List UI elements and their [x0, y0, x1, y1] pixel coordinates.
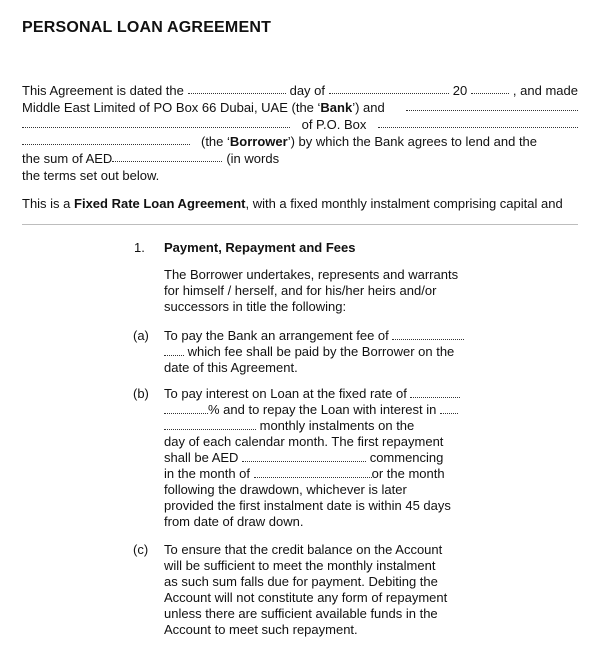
- intro-line-4: [22, 133, 578, 150]
- clause-b-label: (b): [133, 386, 149, 401]
- intro-bank-text: [22, 99, 385, 116]
- intro-line-2: [22, 99, 578, 116]
- blank-instalment-count[interactable]: [440, 402, 458, 414]
- intro-line-6: [22, 167, 578, 184]
- blank-borrower-details[interactable]: [22, 116, 290, 128]
- clause-c-line: Account will not constitute any form of repayment: [164, 590, 448, 605]
- fixed-rate-prefix: This is a: [22, 196, 75, 211]
- intro-line-4-gap: [548, 133, 578, 150]
- clause-c: [164, 542, 474, 638]
- intro-day-of-text: day of: [289, 83, 326, 98]
- clause-c-line: will be sufficient to meet the monthly instalment: [164, 558, 436, 573]
- clause-a-line-2: [164, 344, 474, 360]
- clause-b-line-6: [164, 466, 474, 482]
- blank-date-day[interactable]: [188, 82, 286, 94]
- clause-b: [164, 386, 474, 530]
- intro-line-5: [22, 150, 578, 167]
- clause-c-label: (c): [133, 542, 149, 557]
- clause-b-line-8: provided the first instalment date is within 45 days: [164, 498, 451, 513]
- clause-b-line-3: [164, 418, 474, 434]
- intro-terms-text: the terms set out below.: [22, 168, 160, 183]
- clause-a-text-2: which fee shall be paid by the Borrower on the: [187, 344, 455, 359]
- blank-interest-rate-cont[interactable]: [164, 402, 208, 414]
- intro-bank-prefix: Middle East Limited of PO Box 66 Dubai, UAE (the ‘: [22, 100, 321, 115]
- fixed-rate-statement: [22, 196, 592, 211]
- clause-b-line-1: [164, 386, 474, 402]
- section-intro-line: The Borrower undertakes, represents and warrants: [164, 267, 459, 282]
- clause-c-line: unless there are sufficient available funds in the: [164, 606, 438, 621]
- intro-borrower-prefix: (the ‘: [200, 134, 230, 149]
- clause-b-text-6: in the month of: [164, 466, 250, 481]
- clause-c-line: as such sum falls due for payment. Debiting the: [164, 574, 438, 589]
- intro-in-words-text: (in words: [226, 151, 280, 166]
- intro-po-box-text: of P.O. Box: [301, 117, 367, 132]
- intro-sum-text: the sum of AED: [22, 151, 113, 166]
- blank-instalment-count-cont[interactable]: [164, 418, 256, 430]
- clause-b-text-5: shall be AED: [164, 450, 239, 465]
- clause-b-line-5: [164, 450, 474, 466]
- blank-borrower-address[interactable]: [22, 133, 190, 145]
- document-title: PERSONAL LOAN AGREEMENT: [22, 19, 272, 36]
- blank-date-year[interactable]: [471, 82, 509, 94]
- clause-a: [164, 328, 474, 376]
- section-intro-line: for himself / herself, and for his/her heirs and/or: [164, 283, 437, 298]
- borrower-term: Borrower: [229, 134, 288, 149]
- clause-b-text-2: % and to repay the Loan with interest in: [208, 402, 437, 417]
- agreement-intro: [22, 82, 578, 184]
- intro-line-1: [22, 82, 578, 99]
- bank-term: Bank: [320, 100, 353, 115]
- intro-borrower-suffix: ’) by which the Bank agrees to lend and the: [287, 134, 538, 149]
- clause-a-line-3: date of this Agreement.: [164, 360, 298, 375]
- intro-borrower-text: [201, 133, 537, 150]
- blank-loan-amount[interactable]: [112, 150, 222, 162]
- clause-b-line-4: day of each calendar month. The first repayment: [164, 434, 444, 449]
- blank-arrangement-fee-cont[interactable]: [164, 344, 184, 356]
- intro-year-text: 20: [452, 83, 468, 98]
- clause-b-text-1: To pay interest on Loan at the fixed rate of: [164, 386, 407, 401]
- blank-first-repayment[interactable]: [242, 450, 366, 462]
- blank-commencing-month[interactable]: [254, 466, 372, 478]
- blank-arrangement-fee[interactable]: [392, 328, 464, 340]
- intro-and-made-text: , and made: [512, 83, 578, 98]
- blank-date-month[interactable]: [329, 82, 449, 94]
- clause-a-text-1: To pay the Bank an arrangement fee of: [164, 328, 389, 343]
- section-number: 1.: [134, 240, 145, 255]
- section-intro: [164, 267, 474, 315]
- clause-a-label: (a): [133, 328, 149, 343]
- clause-b-text-6b: or the month: [371, 466, 445, 481]
- clause-b-line-9: from date of draw down.: [164, 514, 304, 529]
- blank-interest-rate[interactable]: [410, 386, 460, 398]
- clause-a-line-1: [164, 328, 474, 344]
- intro-dated-text: This Agreement is dated the: [22, 83, 184, 98]
- section-intro-line: successors in title the following:: [164, 299, 347, 314]
- clause-b-text-5b: commencing: [369, 450, 444, 465]
- clause-b-line-2: [164, 402, 474, 418]
- fixed-rate-suffix: , with a fixed monthly instalment comprising capital and: [245, 196, 563, 211]
- clause-c-line: Account to meet such repayment.: [164, 622, 358, 637]
- intro-bank-suffix: ’) and: [352, 100, 385, 115]
- section-divider: [22, 224, 578, 225]
- section-heading: Payment, Repayment and Fees: [164, 240, 356, 255]
- clause-b-line-7: following the drawdown, whichever is later: [164, 482, 407, 497]
- blank-borrower-name[interactable]: [406, 99, 578, 111]
- clause-c-line: To ensure that the credit balance on the Account: [164, 542, 443, 557]
- clause-b-text-3: monthly instalments on the: [259, 418, 415, 433]
- intro-line-3: [22, 116, 578, 133]
- blank-po-box[interactable]: [378, 116, 578, 128]
- fixed-rate-term: Fixed Rate Loan Agreement: [74, 196, 246, 211]
